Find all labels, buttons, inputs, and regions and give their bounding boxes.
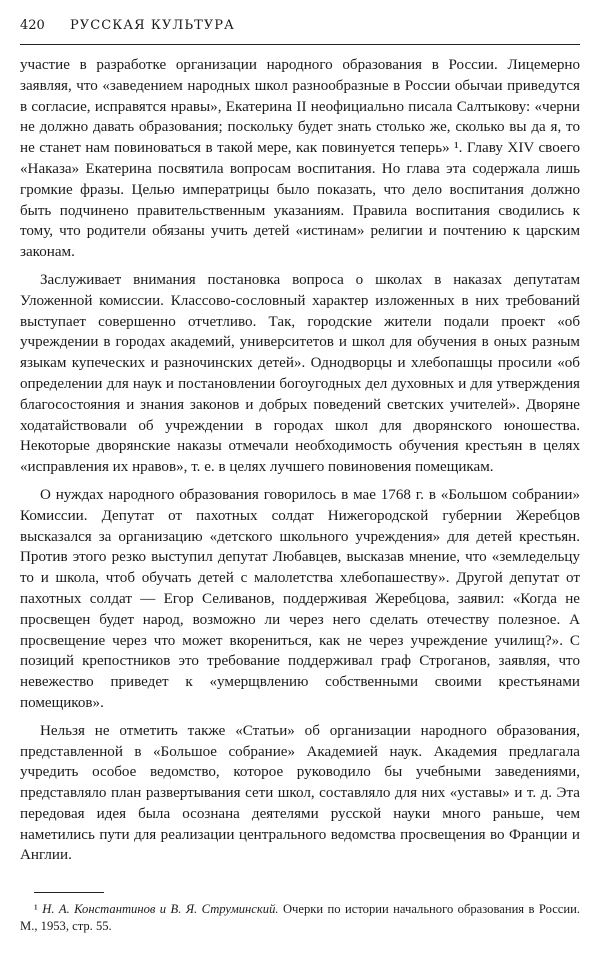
footnote-citation: Очерки по истории начального образования в России. М., 1953, стр. 55. (20, 902, 581, 934)
running-head (20, 18, 580, 40)
footnote-authors: Н. А. Константинов и В. Я. Струминский. (42, 902, 279, 917)
footnote-marker: ¹ (34, 902, 38, 917)
paragraph-3: О нуждах народного образования говорилось в мае 1768 г. в «Большом собрании» Комиссии. Депутат от пахотных солдат Нижегородской губернии Жеребцов высказался за организацию «детского школьного учреждения» для детей крестьян. Против этого резко выступил депутат Любавцев, высказав мнение, что «земледельцу то и школа, чтоб обучать детей с малолетства хлебопашеству». Другой депутат от пахотных солдат — Егор Селиванов, поддерживая Жеребцова, заявил: «Когда не просвещен будет народ, возможно ли через него сделать отечеству полезное. А просвещение через что может вкорениться, как не через учреждение училищ?». С позиций крепостников это требование поддерживал граф Строганов, заявляя, что невежество приведет к «умерщвлению собственными своими крестьянами помещиков». (20, 486, 580, 711)
header-rule (20, 44, 580, 45)
footnote (20, 901, 580, 935)
page-number: 420 (20, 18, 45, 33)
footnote-rule (34, 892, 104, 893)
main-text (20, 55, 580, 866)
paragraph-4: Нельзя не отметить также «Статьи» об организации народного образования, представленной в «Большое собрание» Академией наук. Академия предлагала учредить особое ведомство, которое руководило бы учебными заведениями, представляло план развертывания сети школ, составляло для них «уставы» и т. д. Эта передовая идея была осознана деятелями русской науки много раньше, чем наметились пути для реализации центрального ведомства просвещения во Франции и Англии. (20, 722, 580, 864)
paragraph-2: Заслуживает внимания постановка вопроса о школах в наказах депутатам Уложенной комиссии. Классово-сословный характер изложенных в них требований выступает совершенно отчетливо. Так, городские жители подали проект «об учреждении в городах академий, университетов и школ для обучения в оных разным языкам купеческих и разночинских детей». Однодворцы и хлебопашцы просили «об определении для наук и постановлении богоугодных дел духовных и для утверждения благосостояния и знания законов и добрых поведений светских учителей». Дворяне ходатайствовали об учреждении в городах школ для дворянского юношества. Некоторые дворянские наказы отмечали необходимость обучения крестьян в целях «исправления их нравов», т. е. в целях лучшего повиновения помещикам. (20, 271, 580, 476)
running-title: РУССКАЯ КУЛЬТУРА (70, 18, 235, 33)
paragraph-1: участие в разработке организации народного образования в России. Лицемерно заявляя, что «заведением народных школ разнообразные в России обычаи приведутся в согласие, исправятся нравы», Екатерина II неофициально писала Салтыкову: «черни не должно давать образования; поскольку будет знать столько же, сколько вы да я, то не станет нам повиноваться в такой мере, как повинуется теперь» ¹. Главу XIV своего «Наказа» Екатерина посвятила вопросам воспитания. Но глава эта содержала лишь громкие фразы. Целью императрицы было показать, что дело воспитания должно быть подчинено правительственным указаниям. Правила воспитания сводились к тому, что родители обязаны учить детей «истинам» религии и почтению к царским законам. (20, 57, 580, 261)
